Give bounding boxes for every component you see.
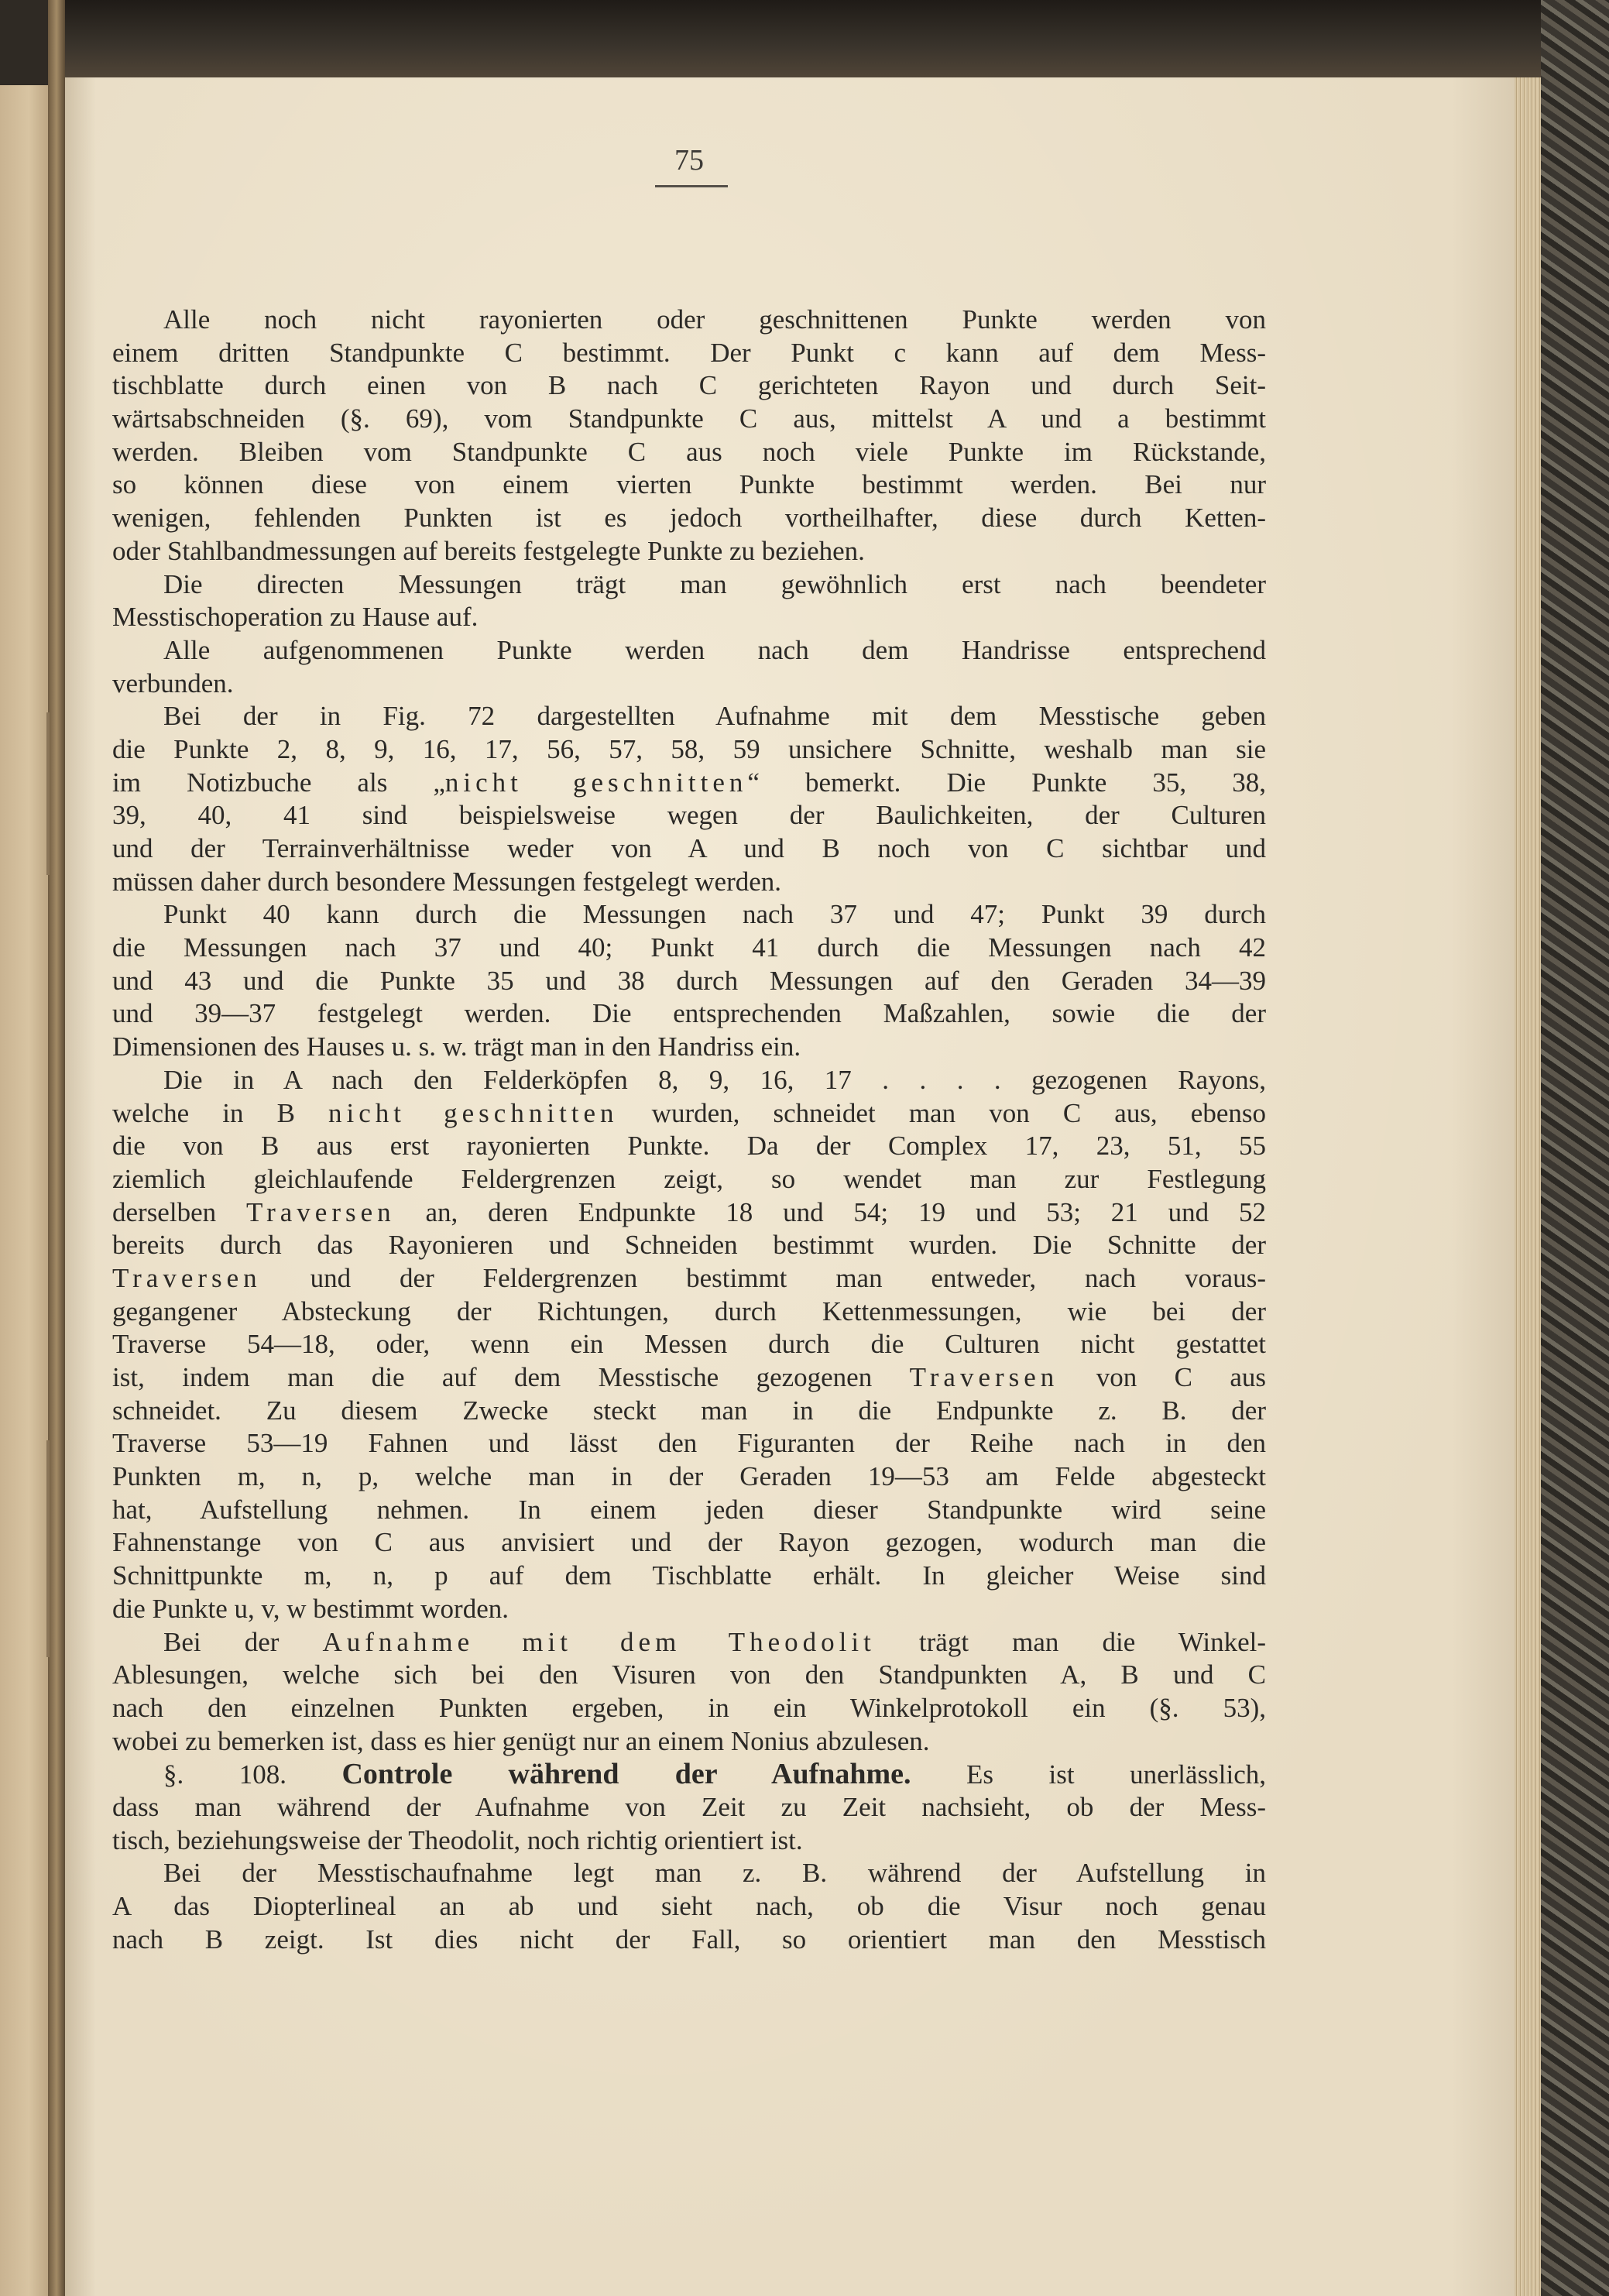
body-text: [112, 304, 1266, 1956]
text-line: und 43 und die Punkte 35 und 38 durch Messungen auf den Geraden 34—39: [112, 965, 1266, 996]
text-line: und 39—37 festgelegt werden. Die entsprechenden Maßzahlen, sowie die der: [112, 998, 1266, 1029]
text-line: Messtischoperation zu Hause auf.: [112, 602, 479, 633]
text-line: schneidet. Zu diesem Zwecke steckt man in die Endpunkte z. B. der: [112, 1395, 1266, 1426]
text-line: Alle noch nicht rayonierten oder geschnittenen Punkte werden von: [163, 304, 1266, 335]
text-line: Alle aufgenommenen Punkte werden nach dem Handrisse entsprechend: [163, 634, 1266, 665]
page-edges: [1515, 77, 1541, 2296]
text-line: verbunden.: [112, 668, 234, 698]
text-line: tisch, beziehungsweise der Theodolit, noch richtig orientiert ist.: [112, 1824, 803, 1855]
text-line: Fahnenstange von C aus anvisiert und der Rayon gezogen, wodurch man die: [112, 1527, 1266, 1558]
section-heading-line: §. 108. Controle während der Aufnahme. Es ist unerlässlich,: [163, 1758, 1266, 1791]
text-line: dass man während der Aufnahme von Zeit zu Zeit nachsieht, ob der Mess-: [112, 1791, 1266, 1822]
text-line: Traverse 53—19 Fahnen und lässt den Figuranten der Reihe nach in den: [112, 1428, 1266, 1459]
text-line: die Punkte 2, 8, 9, 16, 17, 56, 57, 58, 59 unsichere Schnitte, weshalb man sie: [112, 733, 1266, 764]
marbled-cover: [1541, 0, 1609, 2296]
text-line: die von B aus erst rayonierten Punkte. Da der Complex 17, 23, 51, 55: [112, 1131, 1266, 1162]
margin-mark: [46, 1440, 50, 1657]
text-line: bereits durch das Rayonieren und Schneiden bestimmt wurden. Die Schnitte der: [112, 1230, 1266, 1261]
text-line: Bei der in Fig. 72 dargestellten Aufnahme mit dem Messtische geben: [163, 701, 1266, 732]
book-gutter: [48, 0, 65, 2296]
text-line: A das Diopterlineal an ab und sieht nach, ob die Visur noch genau: [112, 1891, 1266, 1921]
text-line: derselben Traversen an, deren Endpunkte 18 und 54; 19 und 53; 21 und 52: [112, 1196, 1266, 1227]
text-line: werden. Bleiben vom Standpunkte C aus noch viele Punkte im Rückstande,: [112, 436, 1266, 467]
text-line: so können diese von einem vierten Punkte bestimmt werden. Bei nur: [112, 469, 1266, 500]
text-line: müssen daher durch besondere Messungen festgelegt werden.: [112, 866, 782, 897]
text-line: Ablesungen, welche sich bei den Visuren von den Standpunkten A, B und C: [112, 1659, 1266, 1690]
text-line: wobei zu bemerken ist, dass es hier genügt nur an einem Nonius abzulesen.: [112, 1725, 930, 1756]
text-line: welche in B nicht geschnitten wurden, schneidet man von C aus, ebenso: [112, 1097, 1266, 1128]
text-line: einem dritten Standpunkte C bestimmt. Der Punkt c kann auf dem Mess-: [112, 337, 1266, 368]
text-line: oder Stahlbandmessungen auf bereits festgelegte Punkte zu beziehen.: [112, 535, 865, 566]
text-line: nach den einzelnen Punkten ergeben, in ein Winkelprotokoll ein (§. 53),: [112, 1692, 1266, 1723]
text-line: Punkten m, n, p, welche man in der Geraden 19—53 am Felde abgesteckt: [112, 1461, 1266, 1492]
text-line: wärtsabschneiden (§. 69), vom Standpunkte C aus, mittelst A und a bestimmt: [112, 403, 1266, 434]
text-line: die Messungen nach 37 und 40; Punkt 41 durch die Messungen nach 42: [112, 932, 1266, 963]
text-line: wenigen, fehlenden Punkten ist es jedoch vortheilhafter, diese durch Ketten-: [112, 503, 1266, 534]
left-page-edge: [0, 85, 48, 2296]
text-line: hat, Aufstellung nehmen. In einem jeden dieser Standpunkte wird seine: [112, 1494, 1266, 1525]
text-line: Dimensionen des Hauses u. s. w. trägt man in den Handriss ein.: [112, 1031, 801, 1062]
page-number-rule: [655, 185, 728, 187]
text-line: Traversen und der Feldergrenzen bestimmt man entweder, nach voraus-: [112, 1262, 1266, 1293]
margin-mark: [46, 712, 50, 875]
text-line: ziemlich gleichlaufende Feldergrenzen zeigt, so wendet man zur Festlegung: [112, 1163, 1266, 1194]
text-line: gegangener Absteckung der Richtungen, durch Kettenmessungen, wie bei der: [112, 1296, 1266, 1326]
book-binding-top: [65, 0, 1609, 85]
text-line: Die directen Messungen trägt man gewöhnlich erst nach beendeter: [163, 568, 1266, 599]
text-line: Die in A nach den Felderköpfen 8, 9, 16, 17 . . . . gezogenen Rayons,: [163, 1064, 1266, 1095]
text-line: die Punkte u, v, w bestimmt worden.: [112, 1593, 509, 1624]
text-line: Bei der Messtischaufnahme legt man z. B. während der Aufstellung in: [163, 1858, 1266, 1889]
text-line: Traverse 54—18, oder, wenn ein Messen durch die Culturen nicht gestattet: [112, 1329, 1266, 1360]
text-line: im Notizbuche als „nicht geschnitten“ bemerkt. Die Punkte 35, 38,: [112, 767, 1266, 798]
text-line: Schnittpunkte m, n, p auf dem Tischblatte erhält. In gleicher Weise sind: [112, 1560, 1266, 1591]
text-line: Punkt 40 kann durch die Messungen nach 37 und 47; Punkt 39 durch: [163, 899, 1266, 930]
text-line: ist, indem man die auf dem Messtische gezogenen Traversen von C aus: [112, 1362, 1267, 1392]
text-line: nach B zeigt. Ist dies nicht der Fall, so orientiert man den Messtisch: [112, 1924, 1266, 1955]
text-line: tischblatte durch einen von B nach C gerichteten Rayon und durch Seit-: [112, 370, 1266, 401]
text-line: Bei der Aufnahme mit dem Theodolit trägt man die Winkel-: [163, 1626, 1266, 1657]
page-number: 75: [674, 144, 704, 177]
text-line: und der Terrainverhältnisse weder von A und B noch von C sichtbar und: [112, 833, 1266, 863]
text-line: 39, 40, 41 sind beispielsweise wegen der Baulichkeiten, der Culturen: [112, 800, 1266, 831]
